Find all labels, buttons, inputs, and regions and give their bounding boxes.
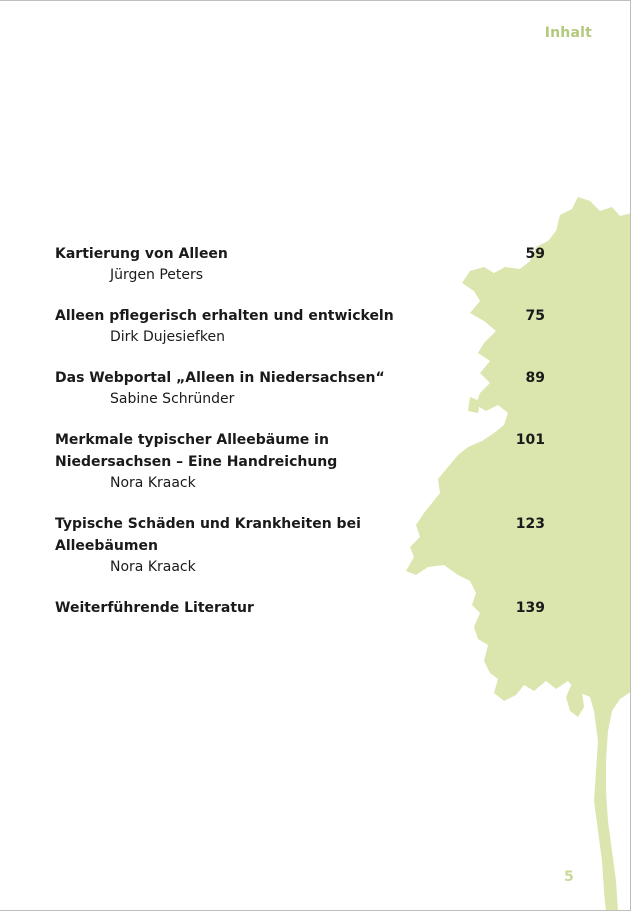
- toc-entry-page: 101: [515, 432, 545, 448]
- table-of-contents: [55, 243, 545, 639]
- toc-entry: [55, 513, 545, 577]
- toc-entry: [55, 367, 545, 409]
- toc-entry-title: Alleen pflegerisch erhalten und entwickeln: [55, 308, 394, 324]
- toc-entry: [55, 429, 545, 493]
- toc-entry-title: Typische Schäden und Krankheiten bei Alleebäumen: [55, 516, 361, 554]
- toc-entry-page: 139: [515, 600, 545, 616]
- toc-entry: [55, 597, 545, 619]
- toc-entry-page: 89: [525, 370, 545, 386]
- toc-entry-author: Nora Kraack: [110, 559, 196, 575]
- toc-entry-title: Merkmale typischer Alleebäume in Niedersachsen – Eine Handreichung: [55, 432, 338, 470]
- toc-entry-page: 59: [525, 246, 545, 262]
- toc-entry-title: Das Webportal „Alleen in Niedersachsen“: [55, 370, 385, 386]
- toc-entry-author: Jürgen Peters: [110, 267, 204, 283]
- toc-entry-title: Kartierung von Alleen: [55, 246, 228, 262]
- toc-entry: [55, 305, 545, 347]
- section-title: Inhalt: [544, 25, 592, 41]
- toc-entry-author: Nora Kraack: [110, 475, 196, 491]
- toc-entry-author: Sabine Schründer: [110, 391, 235, 407]
- toc-entry-title: Weiterführende Literatur: [55, 600, 254, 616]
- page-number: 5: [564, 869, 574, 885]
- toc-entry-author: Dirk Dujesiefken: [110, 329, 225, 345]
- toc-entry: [55, 243, 545, 285]
- toc-entry-page: 75: [525, 308, 545, 324]
- toc-entry-page: 123: [515, 516, 545, 532]
